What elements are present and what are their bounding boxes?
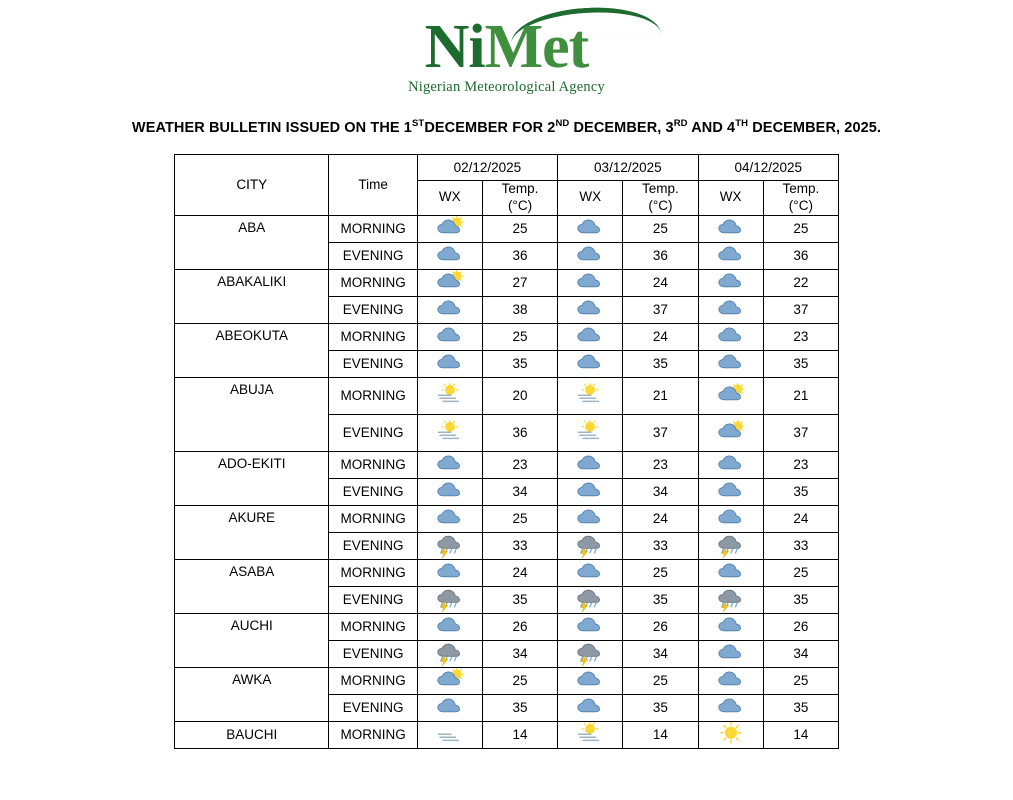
cloud-icon (698, 350, 763, 377)
temperature-cell: 24 (763, 505, 838, 532)
header-temp-unit-3: (°C) (788, 197, 813, 213)
temperature-cell: 36 (482, 242, 557, 269)
temperature-cell: 37 (623, 296, 698, 323)
period-cell: MORNING (329, 323, 417, 350)
weather-forecast-table (174, 154, 839, 749)
temperature-cell: 33 (763, 532, 838, 559)
cloud-icon (417, 505, 482, 532)
period-cell: EVENING (329, 242, 417, 269)
temperature-cell: 24 (623, 505, 698, 532)
header-temp-2 (623, 180, 698, 215)
temperature-cell: 35 (763, 694, 838, 721)
cloud-icon (417, 478, 482, 505)
haze-icon (417, 721, 482, 748)
city-name-cell: AKURE (175, 505, 329, 559)
period-cell: MORNING (329, 613, 417, 640)
thunderstorm-icon (698, 586, 763, 613)
temperature-cell: 24 (623, 269, 698, 296)
cloud-icon (558, 350, 623, 377)
header-date-2: 03/12/2025 (558, 154, 698, 180)
cloud-icon (558, 667, 623, 694)
cloud-icon (558, 451, 623, 478)
header-temp-3 (763, 180, 838, 215)
table-row (175, 323, 839, 350)
period-cell: EVENING (329, 350, 417, 377)
table-row (175, 667, 839, 694)
cloud-icon (417, 242, 482, 269)
temperature-cell: 22 (763, 269, 838, 296)
cloud-icon (698, 323, 763, 350)
header-time: Time (329, 154, 417, 215)
temperature-cell: 35 (482, 350, 557, 377)
temperature-cell: 26 (482, 613, 557, 640)
period-cell: EVENING (329, 640, 417, 667)
sun-haze-icon (417, 377, 482, 414)
cloud-icon (558, 269, 623, 296)
cloud-icon (417, 451, 482, 478)
sun-behind-cloud-icon (417, 667, 482, 694)
temperature-cell: 33 (623, 532, 698, 559)
thunderstorm-icon (558, 532, 623, 559)
cloud-icon (698, 667, 763, 694)
bulletin-title-part-1: WEATHER BULLETIN ISSUED ON THE 1 (131, 119, 412, 136)
city-name-cell: ASABA (175, 559, 329, 613)
bulletin-title-sup-2: ND (555, 118, 570, 129)
temperature-cell: 35 (763, 586, 838, 613)
city-name-cell: ABUJA (175, 377, 329, 451)
period-cell: MORNING (329, 269, 417, 296)
city-name-cell: ABEOKUTA (175, 323, 329, 377)
sun-behind-cloud-icon (417, 269, 482, 296)
logo-word-ni: Ni (424, 13, 485, 81)
temperature-cell: 26 (763, 613, 838, 640)
cloud-icon (698, 215, 763, 242)
cloud-icon (417, 694, 482, 721)
city-name-cell: ABA (175, 215, 329, 269)
header-date-1: 02/12/2025 (417, 154, 557, 180)
temperature-cell: 35 (623, 350, 698, 377)
cloud-icon (417, 296, 482, 323)
header-temp-unit-2: (°C) (648, 197, 673, 213)
header-temp-unit-1: (°C) (507, 197, 533, 213)
thunderstorm-icon (698, 532, 763, 559)
temperature-cell: 27 (482, 269, 557, 296)
temperature-cell: 20 (482, 377, 557, 414)
temperature-cell: 24 (482, 559, 557, 586)
header-city: CITY (175, 154, 329, 215)
temperature-cell: 23 (763, 323, 838, 350)
temperature-cell: 24 (623, 323, 698, 350)
cloud-icon (558, 478, 623, 505)
bulletin-title-part-2: DECEMBER FOR 2 (424, 119, 556, 136)
sun-haze-icon (558, 721, 623, 748)
temperature-cell: 33 (482, 532, 557, 559)
temperature-cell: 25 (763, 215, 838, 242)
temperature-cell: 25 (482, 667, 557, 694)
thunderstorm-icon (558, 640, 623, 667)
header-temp-label-3: Temp. (782, 180, 820, 196)
thunderstorm-icon (417, 532, 482, 559)
cloud-icon (417, 323, 482, 350)
temperature-cell: 34 (482, 478, 557, 505)
cloud-icon (698, 505, 763, 532)
logo-wordmark (424, 13, 589, 81)
period-cell: EVENING (329, 586, 417, 613)
period-cell: MORNING (329, 667, 417, 694)
temperature-cell: 38 (482, 296, 557, 323)
city-name-cell: ABAKALIKI (175, 269, 329, 323)
bulletin-title-part-4: AND 4 (687, 119, 736, 136)
city-name-cell: BAUCHI (175, 721, 329, 748)
temperature-cell: 34 (763, 640, 838, 667)
cloud-icon (558, 694, 623, 721)
thunderstorm-icon (417, 586, 482, 613)
temperature-cell: 25 (623, 215, 698, 242)
temperature-cell: 35 (623, 586, 698, 613)
temperature-cell: 25 (482, 215, 557, 242)
cloud-icon (558, 215, 623, 242)
temperature-cell: 34 (623, 640, 698, 667)
cloud-icon (558, 296, 623, 323)
cloud-icon (558, 505, 623, 532)
temperature-cell: 25 (623, 667, 698, 694)
header-wx-1: WX (417, 180, 482, 215)
temperature-cell: 25 (482, 505, 557, 532)
cloud-icon (558, 242, 623, 269)
logo-subtitle: Nigerian Meteorological Agency (408, 79, 605, 95)
table-body (175, 215, 839, 748)
thunderstorm-icon (558, 586, 623, 613)
temperature-cell: 14 (482, 721, 557, 748)
sun-icon (698, 721, 763, 748)
period-cell: EVENING (329, 414, 417, 451)
table-row (175, 215, 839, 242)
bulletin-title-sup-1: ST (411, 118, 425, 129)
sun-behind-cloud-icon (417, 215, 482, 242)
table-header-row-dates (175, 154, 839, 180)
table-row (175, 505, 839, 532)
weather-table-container (174, 154, 839, 749)
sun-behind-cloud-icon (698, 377, 763, 414)
cloud-icon (417, 559, 482, 586)
period-cell: MORNING (329, 451, 417, 478)
temperature-cell: 35 (763, 350, 838, 377)
temperature-cell: 25 (623, 559, 698, 586)
table-row (175, 451, 839, 478)
period-cell: EVENING (329, 532, 417, 559)
table-row (175, 613, 839, 640)
temperature-cell: 23 (623, 451, 698, 478)
logo-word-met: Met (484, 13, 589, 81)
bulletin-title-part-3: DECEMBER, 3 (569, 119, 674, 136)
temperature-cell: 37 (623, 414, 698, 451)
period-cell: MORNING (329, 505, 417, 532)
city-name-cell: AUCHI (175, 613, 329, 667)
period-cell: EVENING (329, 296, 417, 323)
cloud-icon (698, 559, 763, 586)
cloud-icon (698, 478, 763, 505)
temperature-cell: 36 (482, 414, 557, 451)
cloud-icon (698, 451, 763, 478)
header-wx-2: WX (558, 180, 623, 215)
header-date-3: 04/12/2025 (698, 154, 838, 180)
period-cell: MORNING (329, 215, 417, 242)
table-row (175, 269, 839, 296)
table-row (175, 721, 839, 748)
period-cell: MORNING (329, 721, 417, 748)
logo-header (0, 0, 1013, 96)
temperature-cell: 25 (763, 559, 838, 586)
cloud-icon (417, 350, 482, 377)
city-name-cell: ADO-EKITI (175, 451, 329, 505)
temperature-cell: 21 (623, 377, 698, 414)
sun-haze-icon (417, 414, 482, 451)
temperature-cell: 23 (763, 451, 838, 478)
header-temp-label-1: Temp. (501, 180, 539, 196)
temperature-cell: 14 (763, 721, 838, 748)
temperature-cell: 37 (763, 296, 838, 323)
cloud-icon (417, 613, 482, 640)
nimet-logo (408, 13, 605, 95)
cloud-icon (698, 269, 763, 296)
sun-haze-icon (558, 377, 623, 414)
city-name-cell: AWKA (175, 667, 329, 721)
temperature-cell: 35 (623, 694, 698, 721)
bulletin-title-part-5: DECEMBER, 2025. (748, 119, 882, 136)
temperature-cell: 23 (482, 451, 557, 478)
temperature-cell: 34 (623, 478, 698, 505)
header-wx-3: WX (698, 180, 763, 215)
cloud-icon (698, 694, 763, 721)
temperature-cell: 35 (482, 586, 557, 613)
temperature-cell: 35 (763, 478, 838, 505)
period-cell: MORNING (329, 377, 417, 414)
header-temp-label-2: Temp. (642, 180, 679, 196)
period-cell: EVENING (329, 694, 417, 721)
cloud-icon (558, 613, 623, 640)
temperature-cell: 34 (482, 640, 557, 667)
thunderstorm-icon (417, 640, 482, 667)
temperature-cell: 25 (482, 323, 557, 350)
cloud-icon (698, 613, 763, 640)
table-row (175, 559, 839, 586)
sun-haze-icon (558, 414, 623, 451)
temperature-cell: 25 (763, 667, 838, 694)
cloud-icon (698, 242, 763, 269)
temperature-cell: 35 (482, 694, 557, 721)
cloud-icon (698, 640, 763, 667)
header-temp-1 (482, 180, 557, 215)
temperature-cell: 21 (763, 377, 838, 414)
sun-behind-cloud-icon (698, 414, 763, 451)
temperature-cell: 37 (763, 414, 838, 451)
cloud-icon (698, 296, 763, 323)
period-cell: MORNING (329, 559, 417, 586)
bulletin-title-sup-3: RD (673, 118, 688, 129)
table-header (175, 154, 839, 215)
temperature-cell: 14 (623, 721, 698, 748)
bulletin-title (0, 118, 1013, 136)
period-cell: EVENING (329, 478, 417, 505)
cloud-icon (558, 323, 623, 350)
temperature-cell: 36 (623, 242, 698, 269)
bulletin-title-sup-4: TH (735, 118, 749, 129)
temperature-cell: 26 (623, 613, 698, 640)
temperature-cell: 36 (763, 242, 838, 269)
table-row (175, 377, 839, 414)
cloud-icon (558, 559, 623, 586)
